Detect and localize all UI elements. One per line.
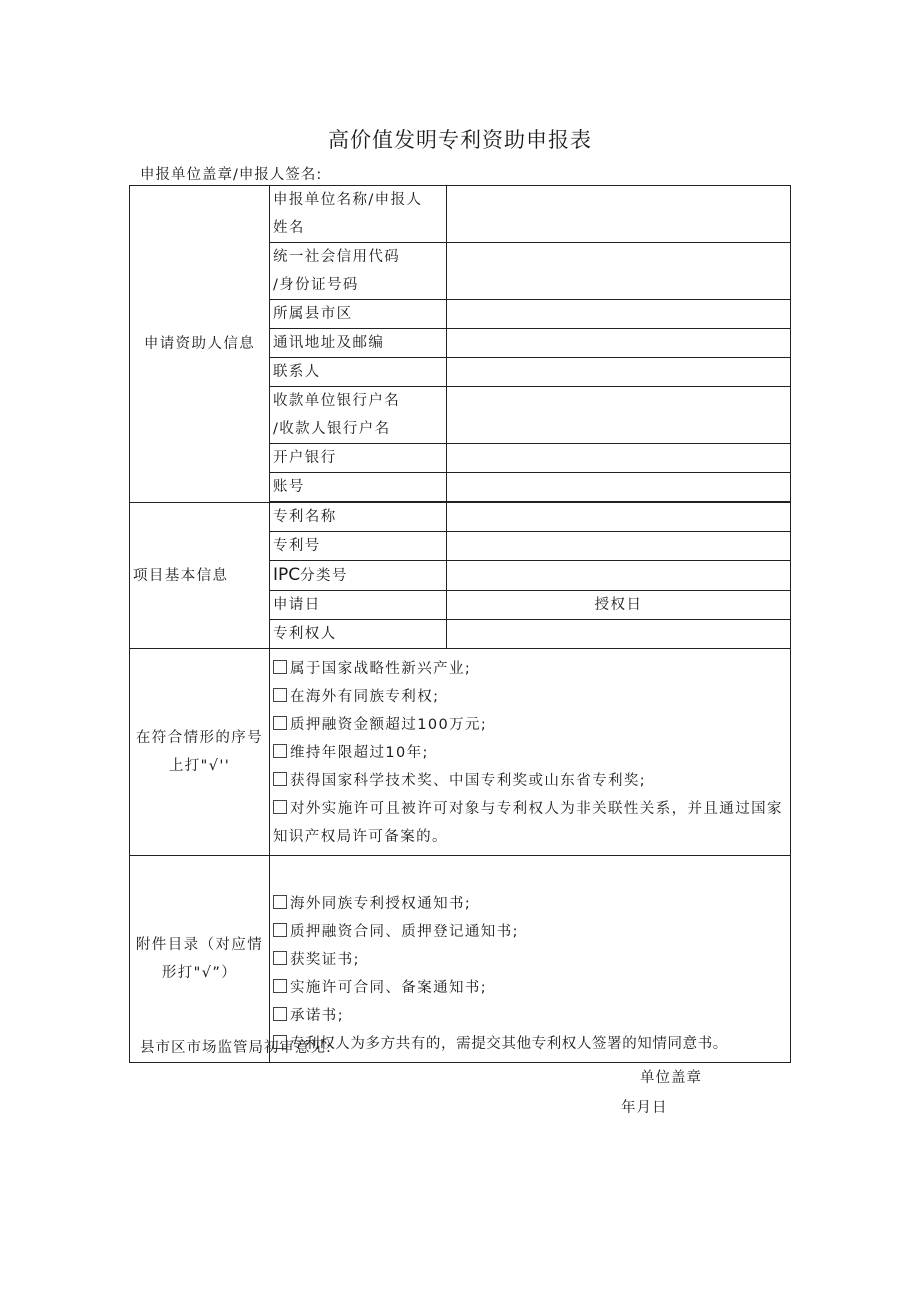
section-project-info: 项目基本信息 [130, 503, 270, 649]
section-criteria [130, 649, 270, 856]
checkbox-icon[interactable] [273, 800, 287, 814]
input-applicant-name[interactable] [447, 186, 791, 243]
input-bank[interactable] [447, 444, 791, 473]
label-county: 所属县市区 [270, 300, 447, 329]
attachment-item[interactable] [273, 1030, 787, 1058]
attachment-item-text: 实施许可合同、备案通知书; [290, 980, 488, 996]
checkbox-icon[interactable] [273, 716, 287, 730]
attachments-list [270, 856, 791, 1063]
attachment-item-text: 海外同族专利授权通知书; [290, 896, 472, 912]
label-ipc-suffix: 分类号 [300, 568, 348, 584]
row-criteria [130, 649, 791, 856]
label-ipc-prefix: IPC [273, 565, 301, 585]
input-address[interactable] [447, 329, 791, 358]
criteria-item-text: 属于国家战略性新兴产业; [290, 661, 472, 677]
review-opinion-label: 县市区市场监管局初审意见: [140, 1040, 332, 1056]
label-account-no: 账号 [270, 473, 447, 502]
label-line: 收款单位银行户名 [273, 393, 401, 409]
section-criteria-line: 上打"√'' [168, 758, 231, 774]
label-address: 通讯地址及邮编 [270, 329, 447, 358]
input-county[interactable] [447, 300, 791, 329]
input-patent-no[interactable] [447, 532, 791, 561]
criteria-list [270, 649, 791, 856]
section-attachments-line: 形打"√”） [161, 965, 238, 981]
label-account-name [270, 387, 447, 444]
label-patent-no: 专利号 [270, 532, 447, 561]
checkbox-icon[interactable] [273, 772, 287, 786]
row-applicant-name [130, 186, 791, 243]
signature-line: 申报单位盖章/申报人签名: [140, 167, 323, 183]
label-ipc [270, 561, 447, 591]
row-patent-name [130, 503, 791, 532]
attachment-item[interactable] [273, 890, 787, 918]
label-line: 申报单位名称/申报人 [273, 192, 423, 208]
checkbox-icon[interactable] [273, 923, 287, 937]
criteria-item[interactable] [273, 655, 787, 683]
checkbox-icon[interactable] [273, 688, 287, 702]
input-account-no[interactable] [447, 473, 791, 502]
unit-stamp-label: 单位盖章 [640, 1070, 702, 1086]
input-patentee[interactable] [447, 620, 791, 649]
input-contact[interactable] [447, 358, 791, 387]
criteria-item-text: 获得国家科学技术奖、中国专利奖或山东省专利奖; [290, 773, 647, 789]
label-patentee: 专利权人 [270, 620, 447, 649]
criteria-item-text: 对外实施许可且被许可对象与专利权人为非关联性关系，并且通过国家知识产权局许可备案的。 [273, 801, 783, 845]
criteria-item[interactable] [273, 683, 787, 711]
row-attachments [130, 856, 791, 1063]
criteria-item[interactable] [273, 739, 787, 767]
checkbox-icon[interactable] [273, 951, 287, 965]
attachment-item-text: 专利权人为多方共有的，需提交其他专利权人签署的知情同意书。 [290, 1036, 728, 1052]
label-line: 统一社会信用代码 [273, 249, 401, 265]
input-patent-name[interactable] [447, 503, 791, 532]
criteria-item-text: 质押融资金额超过100万元; [290, 717, 488, 733]
criteria-item[interactable] [273, 767, 787, 795]
input-account-name[interactable] [447, 387, 791, 444]
checkbox-icon[interactable] [273, 744, 287, 758]
attachment-item[interactable] [273, 918, 787, 946]
checkbox-icon[interactable] [273, 660, 287, 674]
label-bank: 开户银行 [270, 444, 447, 473]
page-title: 高价值发明专利资助申报表 [328, 128, 592, 152]
checkbox-icon[interactable] [273, 895, 287, 909]
criteria-item-text: 维持年限超过10年; [290, 745, 429, 761]
section-applicant-info: 申请资助人信息 [130, 186, 270, 503]
checkbox-icon[interactable] [273, 979, 287, 993]
section-attachments-line: 附件目录（对应情 [135, 937, 264, 953]
section-attachments [130, 856, 270, 1063]
label-credit-code [270, 243, 447, 300]
label-applicant-name [270, 186, 447, 243]
label-grant-date: 授权日 [447, 591, 791, 620]
attachment-item[interactable] [273, 974, 787, 1002]
input-ipc[interactable] [447, 561, 791, 591]
criteria-item[interactable] [273, 795, 787, 851]
attachment-item-text: 承诺书; [290, 1008, 344, 1024]
input-credit-code[interactable] [447, 243, 791, 300]
attachment-item-text: 获奖证书; [290, 952, 360, 968]
label-line: 姓名 [273, 220, 305, 236]
checkbox-icon[interactable] [273, 1007, 287, 1021]
label-line: /身份证号码 [273, 277, 359, 293]
attachment-item[interactable] [273, 1002, 787, 1030]
application-form-table [129, 185, 791, 1063]
label-patent-name: 专利名称 [270, 503, 447, 532]
criteria-item[interactable] [273, 711, 787, 739]
label-apply-date: 申请日 [270, 591, 447, 620]
section-criteria-line: 在符合情形的序号 [135, 730, 264, 746]
label-line: /收款人银行户名 [273, 421, 391, 437]
label-contact: 联系人 [270, 358, 447, 387]
date-label: 年月日 [621, 1100, 668, 1116]
attachment-item-text: 质押融资合同、质押登记通知书; [290, 924, 519, 940]
attachment-item[interactable] [273, 946, 787, 974]
criteria-item-text: 在海外有同族专利权; [290, 689, 440, 705]
